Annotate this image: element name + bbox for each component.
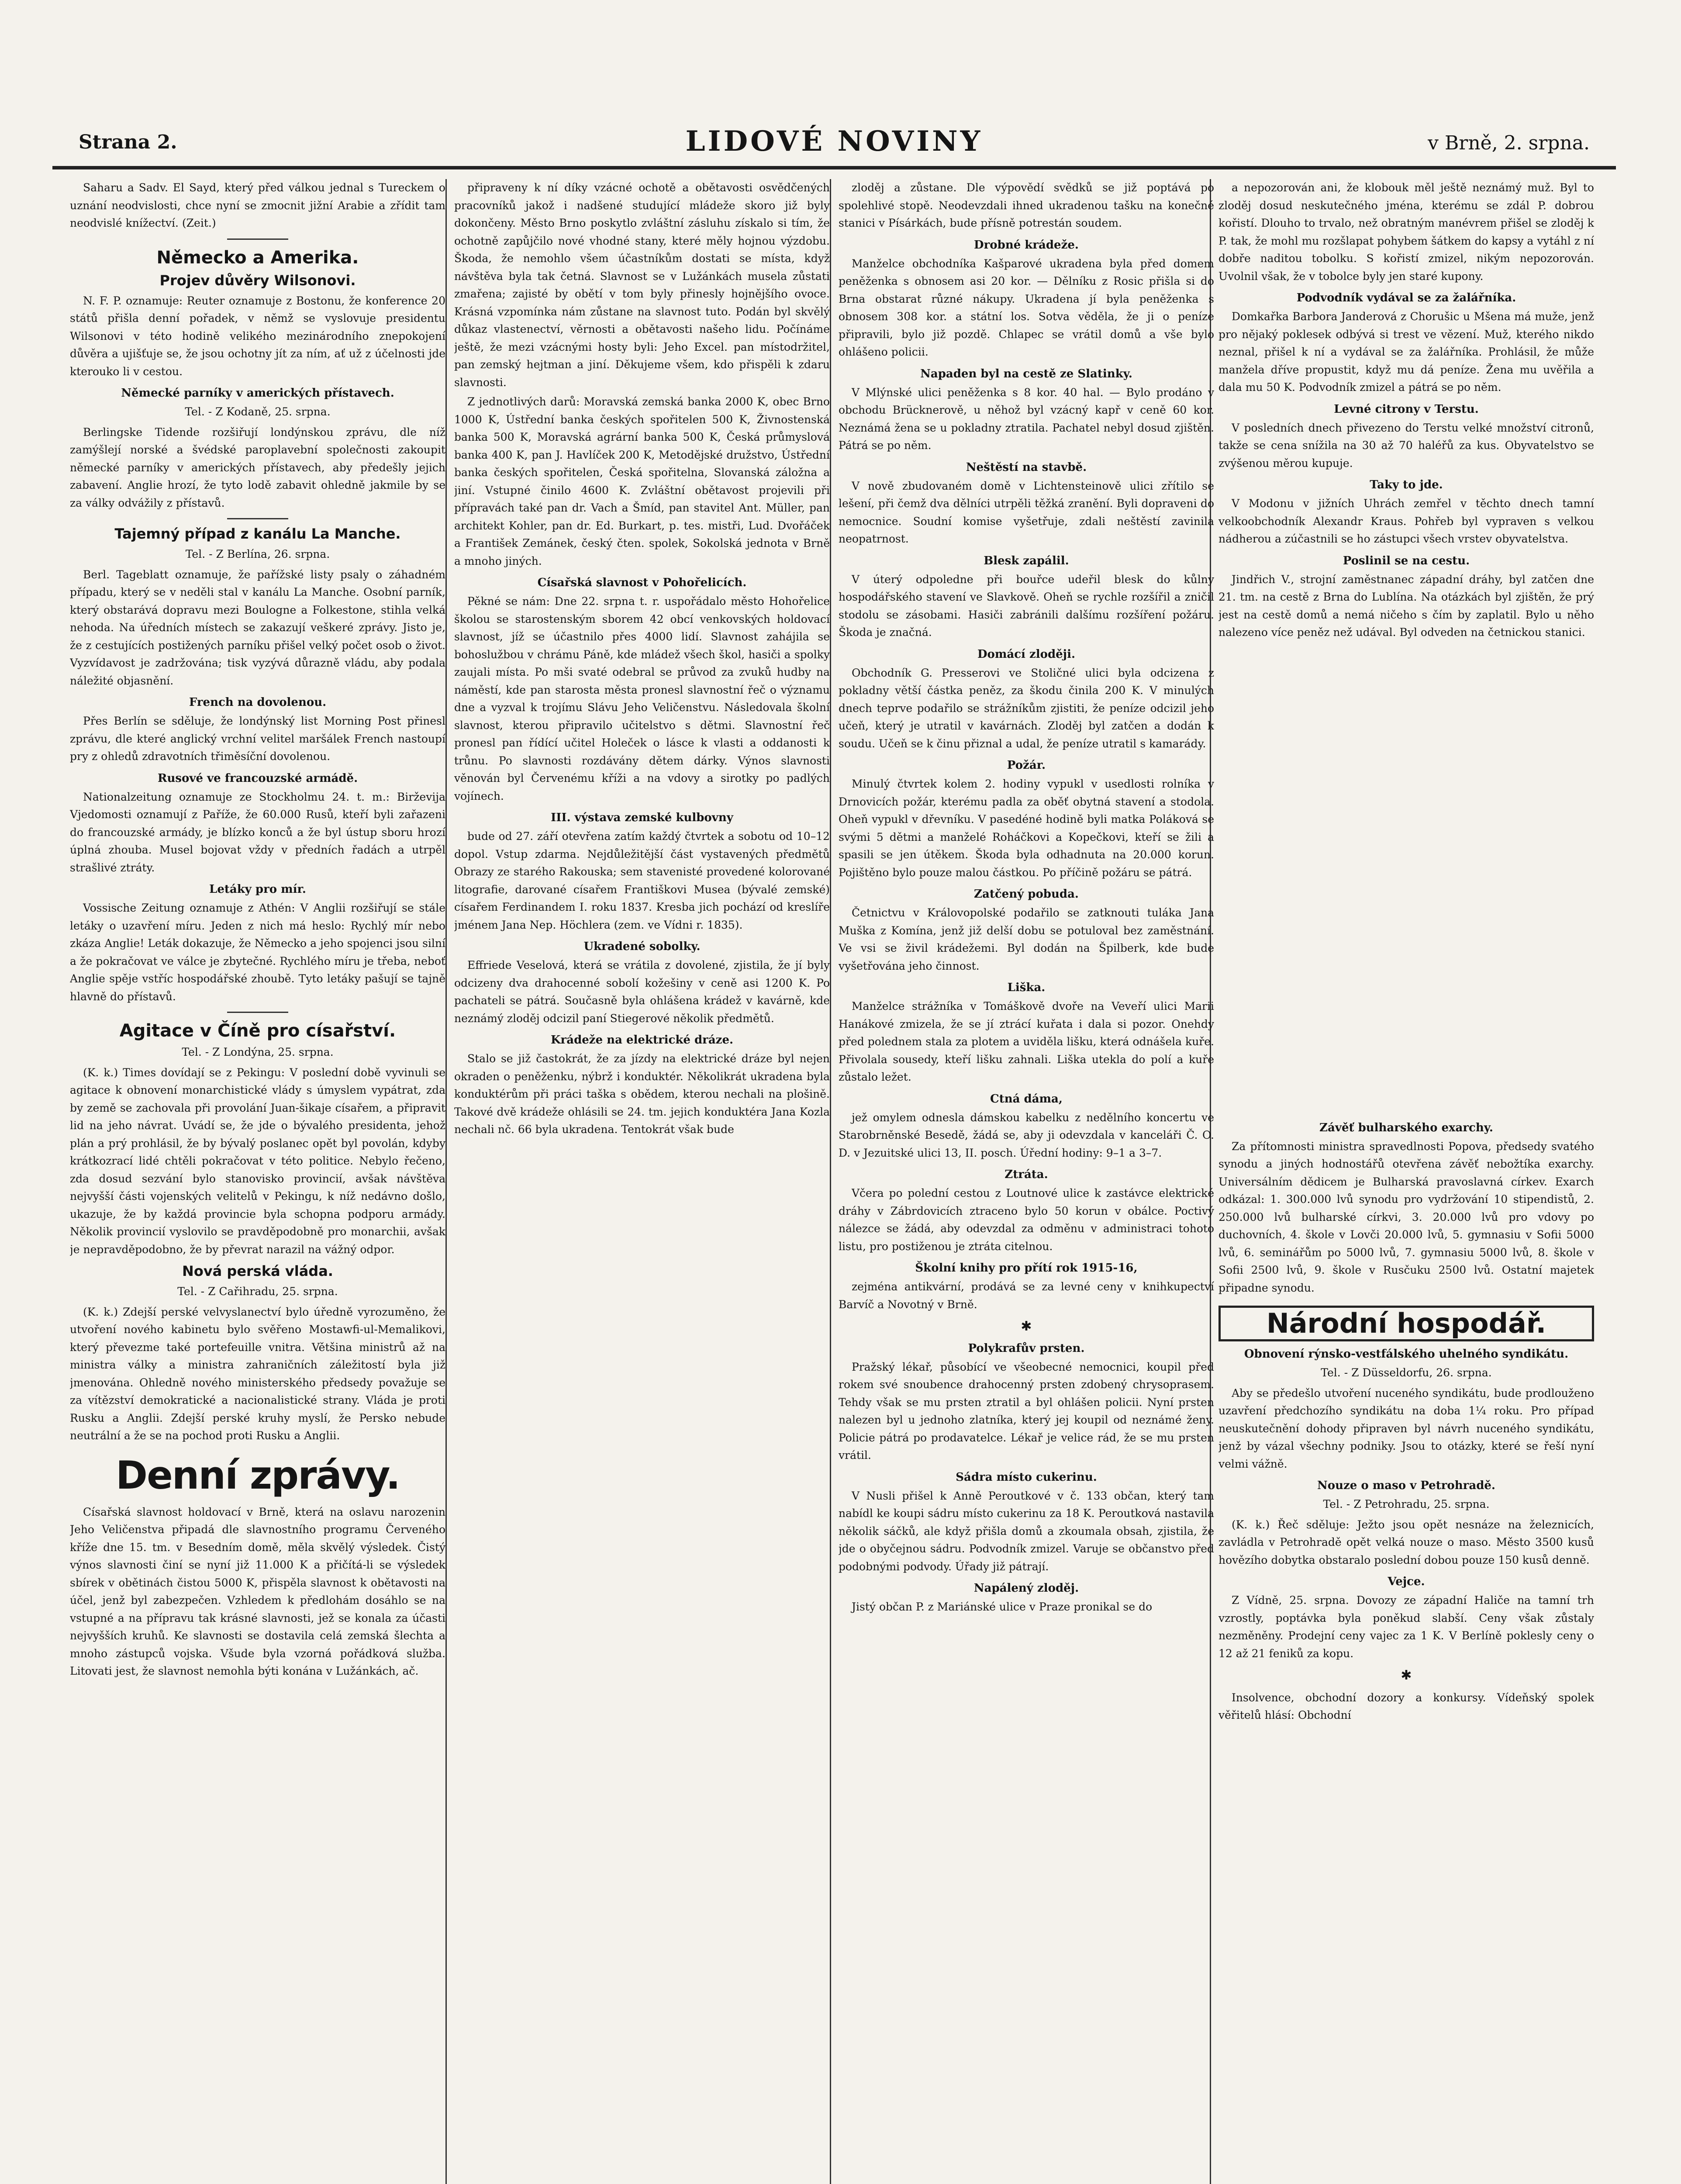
article-text: Vossische Zeitung oznamuje z Athén: V Anglii rozšiřují se stále letáky o uzavření míru. Jeden z nich má heslo: Rychlý mír nebo zkáza Anglie! Leták dokazuje, že Německo a jeho spojenci jsou silní a že pokračovat ve válce je zbytečné. Rychlého míru je třeba, neboť Anglie spěje vstříc hospodářské zhoubě. Tyto letáky pašují se tajně hlavně do přístavů. [70,902,445,1003]
column-2 [454,179,830,2184]
page-header [52,122,1616,169]
headline: Podvodník vydával se za žalářníka. [1296,291,1516,304]
headline: Požár. [1007,759,1046,772]
article-text: Saharu a Sadv. El Sayd, který před válkou jednal s Tureckem o uznání neodvislosti, chce nyní se zmocnit jižní Arabie a zřídit tam neodvislé knížectví. (Zeit.) [70,181,445,229]
headline: Domácí zloději. [977,647,1076,661]
divider [227,518,288,519]
article-text: Nationalzeitung oznamuje ze Stockholmu 24. t. m.: Birževija Vjedomosti oznamují z Paříže, že 60.000 Rusů, kteří byli zařazeni do francouzské armády, je blízko konců a že byl ústup sboru hrozí úplná zhouba. Musel bojovat vždy v předních řadách a utrpěl strašlivé ztráty. [70,790,445,874]
article-text: (K. k.) Řeč sděluje: Ježto jsou opět nesnáze na železnicích, zavládla v Petrohradě opět velká nouze o maso. Město 3500 kusů hovězího dobytka obstaralo poslední dobou pouze 150 kusů denně. [1218,1518,1594,1566]
blank-area [1218,643,1594,1115]
column-3 [839,179,1214,2184]
article-text: Z jednotlivých darů: Moravská zemská banka 2000 K, obec Brno 1000 K, Ústřední banka českých spořitelen 500 K, Živnostenská banka 500 K, Moravská agrární banka 500 K, Česká průmyslová banka 400 K, pan J. Havlíček 200 K, Metodějské družstvo, Ústřední banka českých spořitelen, Česká spořitelna, Slovanská záložna a jiní. Vstupné činilo 4600 K. Zvláštní obětavost projevili při přípravách také pan dr. Vach a Šmíd, pan stavitel Ant. Müller, pan architekt Kohler, pan dr. Ed. Burkart, p. tes. mistři, Lud. Dvořáček a František Zemánek, český čten. spolek, Sokolská jednota v Brně a mnoho jiných. [454,395,830,567]
article-text: Minulý čtvrtek kolem 2. hodiny vypukl v usedlosti rolníka v Drnovicích požár, kterému padla za oběť obytná stavení a stodola. Oheň vypukl v dřevníku. V pasedéné hodině byli matka Poláková se svými 5 dětmi a manželé Roháčkovi a Kopečkovi, kteří se žili a spasili se jen útěkem. Škoda byla odhadnuta na 20.000 korun. Pojištěno bylo pouze malou částkou. Po příčině požáru se pátrá. [839,778,1214,879]
headline: Ukradené sobolky. [583,940,701,953]
subheadline: Projev důvěry Wilsonovi. [159,272,356,289]
dateline: Tel. - Z Kodaně, 25. srpna. [185,405,331,418]
star-separator: ✱ [1021,1319,1032,1334]
article-text: Berlingske Tidende rozšiřují londýnskou zprávu, dle níž zamýšlejí norské a švédské paroplavební společnosti zakoupit německé parníky v amerických přístavech, aby předešly jejich zabavení. Anglie hrozí, že tyto lodě zabavit ohledně jakmile by se za války odvážily z přístavů. [70,425,445,509]
headline: Polykrafův prsten. [968,1341,1085,1355]
headline: Vejce. [1388,1575,1425,1588]
article-text: Včera po polední cestou z Loutnové ulice k zastávce elektrické dráhy v Zábrdovicích ztraceno bylo 50 korun v obálce. Poctivý nálezce se žádá, aby odevzdal za odměnu v administraci tohoto listu, pro postiženou je ztráta citelnou. [839,1187,1214,1253]
article-text: Četnictvu v Královopolské podařilo se zatknouti tuláka Jana Muška z Komína, jenž již delší dobu se potuloval bez zaměstnání. Ve vsi se živil krádežemi. Byl dodán na Špilberk, kde bude vyšetřována jeho činnost. [839,906,1214,972]
article-text: (K. k.) Times dovídají se z Pekingu: V poslední době vyvinuli se agitace k obnovení monarchistické vlády s úmyslem vypátrat, zda by země se zachovala při provolání Juan-šikaje císařem, a připravit lid na jeho návrat. Uvádí se, že jde o bývalého presidenta, jehož plán a prý prohlásil, že by bývalý poslanec opět byl povolán, kdyby krátkozrací lidé chtěli pokračovat v této politice. Nebylo řečeno, zda dosud sezvání bylo stanovisko provincií, avšak návštěva nejvyšší části vojenských velitelů v Pekingu, k níž nedávno došlo, ukazuje, že by každá provincie byla schopna podporu armády. Několik provincií vyslovilo se pravděpodobně pro monarchii, avšak je nepravděpodobno, že by převrat narazil na vážný odpor. [70,1066,445,1256]
headline: Napaden byl na cestě ze Slatinky. [920,367,1132,380]
dateline: Tel. - Z Petrohradu, 25. srpna. [1323,1498,1490,1510]
article-text: Císařská slavnost holdovací v Brně, která na oslavu narozenin Jeho Veličenstva připadá dle slavnostního programu Červeného kříže dne 15. tm. v Besedním domě, měla skvělý výsledek. Čistý výnos slavnosti činí se nyní již 11.000 K a přičítá-li se výsledek sbírek v obětinách čistou 5000 K, přispěla slavnost k obětavosti na účel, jenž byl zabezpečen. Vzhledem k předlohám dosáhlo se na vstupné a na přípravu tak krásné slavnosti, jež se konala za účasti nejvyšších kruhů. Ke slavnosti se dostavila celá zemská šlechta a mnoho zástupců vojska. Všude byla vzorná pořádková služba. Litovati jest, že slavnost nemohla býti konána v Lužánkách, ač. [70,1505,445,1677]
article-text: bude od 27. září otevřena zatím každý čtvrtek a sobotu od 10–12 dopol. Vstup zdarma. Nejdůležitější část vystavených předmětů Obrazy ze starého Rakouska; sem stavenisté provedené kolorované litografie, darované císařem Františkovi Musea (bývalé zemské) císařem Ferdinandem I. roku 1837. Kresba jich pochází od kreslíře jménem Jana Nep. Höchlera (zem. ve Vídni r. 1835). [454,830,830,931]
article-text: Stalo se již častokrát, že za jízdy na elektrické dráze byl nejen okraden o peněženku, nýbrž i konduktér. Několikrát ukradena byla konduktérům při práci taška s obědem, kterou nechali na plošině. Takové dvě krádeže ohlásili se 24. tm. jejich konduktéra Jana Kozla nechali nč. 66 byla ukradena. Tentokrát však bude [454,1052,830,1136]
dateline: Tel. - Z Cařihradu, 25. srpna. [177,1285,338,1298]
article-text: V Mlýnské ulici peněženka s 8 kor. 40 hal. — Bylo prodáno v obchodu Brücknerově, u něhož byl vzácný kapř v ceně 60 kor. Neznámá žena se u pokladny ztratila. Pachatel nebyl dosud zjištěn. Pátrá se po něm. [839,386,1214,452]
divider [227,1012,288,1013]
article-text: Effriede Veselová, která se vrátila z dovolené, zjistila, že jí byly odcizeny dva drahocenné sobolí kožešiny v ceně asi 1200 K. Po pachateli se pátrá. Současně byla ohlášena krádež v kavárně, kde neznámý zloděj odcizil paní Stiegerové několik předmětů. [454,959,830,1025]
article-text: V Modonu v jižních Uhrách zemřel v těchto dnech tamní velkoobchodník Alexandr Kraus. Pohřeb byl vypraven s velkou nádherou a zúčastnili se ho zástupci všech vrstev obyvatelstva. [1218,497,1594,545]
headline: Liška. [1007,981,1046,994]
headline: Blesk zapálil. [984,554,1069,567]
article-text: Berl. Tageblatt oznamuje, že pařížské listy psaly o záhadném případu, který se v neděli stal v kanálu La Manche. Osobní parník, který obstarává dopravu mezi Boulogne a Folkestone, stihla velká nehoda. Na úředních místech se zakazují veškeré zprávy. Jisto je, že z cestujících postižených parníku přišel velký počet osob o život. Vyzvídavost je zadržována; tisk vyzývá důrazně vládu, aby podala náležité objasnění. [70,568,445,687]
headline: Nouze o maso v Petrohradě. [1317,1479,1495,1492]
section-title: Národní hospodář. [1218,1306,1594,1341]
article-text: V nově zbudovaném domě v Lichtensteinově ulici zřítilo se lešení, při čemž dva dělníci utrpěli těžká zranění. Byli dopraveni do nemocnice. Soudní komise vyšetřuje, zdali neštěstí zavinila neopatrnost. [839,479,1214,545]
article-text: (K. k.) Zdejší perské velvyslanectví bylo úředně vyrozuměno, že utvoření nového kabinetu bylo svěřeno Mostawfi-ul-Memalikovi, který převezme také portefeuille vnitra. Většina ministrů až na ministra války a ministra zahraničních záležitostí byla již jmenována. Ohledně nového ministerského předsedy považuje se za vítězství demokratické a nacionalistické strany. Vláda je proti Rusku a Anglii. Zdejší perské kruhy myslí, že Persko nebude neutrální a že se na pochod proti Rusku a Anglii. [70,1305,445,1442]
headline: Císařská slavnost v Pohořelicích. [537,576,747,589]
dateline: Tel. - Z Londýna, 25. srpna. [182,1046,334,1058]
headline: III. výstava zemské kulbovny [551,811,733,824]
headline: Obnovení rýnsko-vestfálského uhelného syndikátu. [1244,1348,1569,1361]
masthead-title: LIDOVÉ NOVINY [685,125,983,158]
star-separator: ✱ [1401,1668,1412,1683]
article-text: Pěkné se nám: Dne 22. srpna t. r. uspořádalo město Hohořelice školou se starostenským sborem 42 obcí venkovských holdovací slavnost, jíž se účastnilo přes 4000 lidí. Slavnost zahájila se bohoslužbou v chrámu Páně, kde mládež všech škol, hasiči a spolky zaujali místa. Po mši svaté odebral se průvod za zvuků hudby na náměstí, kde pan starosta města pronesl slavnostní řeč o významu dne a vyzval k trojímu Slávu Jeho Veličenstvu. Následovala školní slavnost, kterou připravilo učitelstvo s dětmi. Slavnostní řeč pronesl pan řídící učitel Holeček o lásce k vlasti a oddanosti k trůnu. Po slavnosti rozdávány dětem dárky. Výnos slavnosti věnován byl Červenému kříži a na vdovy a sirotky po padlých vojínech. [454,595,830,802]
divider [227,238,288,240]
article-text: Přes Berlín se sděluje, že londýnský list Morning Post přinesl zprávu, dle které anglický vrchní velitel maršálek French nastoupí pry z ohledů zdravotních třiměsíční dovolenou. [70,715,445,763]
article-text: V posledních dnech přivezeno do Terstu velké množství citronů, takže se cena snížila na 30 až 70 haléřů za kus. Obyvatelstvo se zvýšenou měrou kupuje. [1218,421,1594,470]
article-text: Manželce strážníka v Tomáškově dvoře na Veveří ulici Marii Hanákové zmizela, že se jí ztrácí kuřata i dala si pozor. Onehdy před polednem stala za plotem a uviděla lišku, která odnášela kuře. Přivolala sousedy, kteří lišku zahnali. Liška utekla do polí a kuře zůstalo ležet. [839,1000,1214,1083]
article-text: Za přítomnosti ministra spravedlnosti Popova, předsedy svatého synodu a jiných hodnostářů otevřena závěť nebožtíka exarchy. Universálním dědicem je Bulharská pravoslavná církev. Exarch odkázal: 1. 300.000 lvů synodu pro vydržování 10 stipendistů, 2. 250.000 lvů bulharské církvi, 3. 20.000 lvů pro vdovy po duchovních, 4. škole v Lovči 20.000 lvů, 5. gymnasiu v Sofii 5000 lvů, 6. seminářům po 5000 lvů, 7. gymnasiu 5000 lvů, 8. škole v Sofii 2500 lvů, 9. škole v Rusčuku 2500 lvů. Ostatní majetek připadne synodu. [1218,1140,1594,1294]
headline: Napálený zloděj. [973,1582,1079,1595]
headline: French na dovolenou. [189,696,327,709]
headline: Německo a Amerika. [156,247,359,268]
article-text: V Nusli přišel k Anně Peroutkové v č. 133 občan, který tam nabídl ke koupi sádru místo cukerinu za 18 K. Peroutková nastavila několik sáčků, ale když přišla domů a zkoumala obsah, zjistila, že jde o obyčejnou sádru. Podvodník zmizel. Varuje se občanstvo před podobnými podvody. Úřady již pátrají. [839,1489,1214,1573]
headline: Krádeže na elektrické dráze. [550,1033,734,1047]
article-text: N. F. P. oznamuje: Reuter oznamuje z Bostonu, že konference 20 států přišla denní pořadek, v němž se vyslovuje presidentu Wilsonovi v této hodině velikého mezinárodního znepokojení důvěra a ujišťuje se, že jsou ochotny jít za ním, ať už z účelnosti jde kterouko li v cestou. [70,294,445,378]
article-text: Jistý občan P. z Mariánské ulice v Praze pronikal se do [852,1600,1153,1613]
headline: Sádra místo cukerinu. [956,1470,1097,1484]
headline: Nová perská vláda. [182,1263,333,1279]
article-text: Domkařka Barbora Janderová z Chorušic u Mšena má muže, jenž pro nějaký poklesek odbývá si trest ve vězení. Muž, kterého nikdo neznal, přišel k ní a vydával se za žalářníka. Prohlásil, že může manžela dříve propustit, když mu dá peníze. Žena mu uvěřila a dala mu 50 K. Podvodník zmizel a pátrá se po něm. [1218,310,1594,394]
headline: Tajemný případ z kanálu La Manche. [114,525,401,542]
headline: Levné citrony v Terstu. [1334,402,1479,416]
headline: Rusové ve francouzské armádě. [157,771,358,785]
dateline: Tel. - Z Düsseldorfu, 26. srpna. [1321,1366,1492,1379]
headline: Letáky pro mír. [209,883,306,896]
headline: Neštěstí na stavbě. [966,460,1087,474]
article-text: připraveny k ní díky vzácné ochotě a obětavosti osvědčených pracovníků jakož i nadšené studující mládeže skoro již byly dokončeny. Město Brno poskytlo zvláštní zásluhu získalo si tím, že ochotně zapůjčilo nové vhodné stany, které měly hojnou výzdobu. Škoda, že nemohlo všem účastníkům dostati se místa, když návštěva byla tak četná. Slavnost se v Lužánkách musela zůstati zmařena; zajisté by obětí v tom byly přinesly hojnějšího ovoce. Krásná vzpomínka nám zůstane na slavnost tuto. Podán byl skvělý důkaz vlastenectví, věrnosti a obětavosti našeho lidu. Počínáme ještě, že mezi vzácnými hosty byli: Jeho Excel. pan místodržitel, pan zemský hejtman a jiní. Děkujeme všem, kdo přispěli k zdaru slavnosti. [454,181,830,389]
headline: Taky to jde. [1370,478,1443,491]
headline: Školní knihy pro přítí rok 1915-16, [915,1261,1138,1275]
dateline: Tel. - Z Berlína, 26. srpna. [185,548,330,560]
article-text: zejména antikvární, prodává se za levné ceny v knihkupectví Barvíč a Novotný v Brně. [839,1280,1214,1311]
article-text: jež omylem odnesla dámskou kabelku z nedělního koncertu ve Starobrněnské Besedě, žádá se, aby ji odevzdala v kanceláři Č. O. D. v Jezuitské ulici 13, II. posch. Úřední hodiny: 9–1 a 3–7. [839,1111,1214,1159]
article-text: zloděj a zůstane. Dle výpovědí svědků se již poptává po spolehlivé stopě. Neodevzdali ihned ukradenou tašku na konečné stanici v Písárkách, bude přísně potrestán soudem. [839,181,1214,229]
headline: Závěť bulharského exarchy. [1319,1121,1493,1134]
article-text: Jindřich V., strojní zaměstnanec západní dráhy, byl zatčen dne 21. tm. na cestě z Brna do Lublína. Na otázkách byl zjištěn, že prý jest na cestě domů a nemá ničeho s čím by zaplatil. Bylo u něho nalezeno více peněz než udával. Byl odveden na četnickou stanici. [1218,573,1594,639]
column-rule [445,179,447,2184]
place-date: v Brně, 2. srpna. [1428,132,1590,154]
column-1 [70,179,445,2184]
article-text: Aby se předešlo utvoření nuceného syndikátu, bude prodlouženo uzavření předchozího syndikátu na doba 1¼ roku. Pro případ neuskutečnění dohody připraven byl návrh nuceného syndikátu, jenž by vázal všechny podniky. Jsou to otázky, které se řeší nyní velmi vážně. [1218,1386,1594,1470]
headline: Drobné krádeže. [974,238,1079,252]
article-text: Insolvence, obchodní dozory a konkursy. Vídeňský spolek věřitelů hlásí: Obchodní [1218,1691,1594,1721]
article-text: Z Vídně, 25. srpna. Dovozy ze západní Haliče na tamní trh vzrostly, poptávka byla poněkud slabší. Ceny však zůstaly nezměněny. Prodejní ceny vajec za 1 K. V Berlíně poklesly ceny o 12 až 21 feniků za kopu. [1218,1594,1594,1660]
article-text: Manželce obchodníka Kašparové ukradena byla před domem peněženka s obnosem asi 20 kor. — Dělníku z Rosic přišla si do Brna obstarat různé nákupy. Ukradena jí byla peněženka s obnosem 308 kor. a státní los. Sotva věděla, že ji o peníze připravili, bylo již pozdě. Chlapec se vrátil domů a vše bylo ohlášeno policii. [839,257,1214,358]
headline: Poslinil se na cestu. [1343,554,1470,567]
headline: Německé parníky v amerických přístavech. [121,387,394,400]
headline: Ctná dáma, [990,1092,1063,1106]
section-title: Denní zprávy. [116,1452,400,1498]
headline: Agitace v Číně pro císařství. [119,1021,396,1041]
article-text: Pražský lékař, působící ve všeobecné nemocnici, koupil před rokem své snoubence drahocenný prsten zdobený chrysoprasem. Tehdy však se mu prsten ztratil a byl ohlášen policii. Nyní prsten nalezen byl u jednoho zlatníka, který jej koupil od neznámé ženy. Policie pátrá po prodavatelce. Lékař je velice rád, že se mu prsten vrátil. [839,1360,1214,1462]
column-4 [1218,179,1594,2184]
headline: Zatčený pobuda. [974,888,1079,901]
page-number: Strana 2. [79,131,177,153]
article-text: V úterý odpoledne při bouřce udeřil blesk do kůlny hospodářského stavení ve Slavkově. Oheň se rychle rozšířil a zničil stodolu se zásobami. Hasiči zabránili dalšímu rozšíření požáru. Škoda je značná. [839,573,1214,639]
column-rule [830,179,831,2184]
article-text: Obchodník G. Presserovi ve Stoličné ulici byla odcizena z pokladny větší částka peněz, za škodu činila 200 K. V minulých dnech teprve podařilo se strážníkům zjistiti, že peníze odcizil jeho učeň, který je utratil v kavárnách. Zloděj byl zatčen a dodán k soudu. Učeň se k činu přiznal a udal, že peníze utratil s kamarády. [839,666,1214,750]
article-text: a nepozorován ani, že klobouk měl ještě neznámý muž. Byl to zloděj dosud neskutečného jména, kterému se zdál P. dobrou kořistí. Dlouho to trvalo, než obratným manévrem přišel se zloděj k P. tak, že mohl mu rozšlapat pohybem šátkem do kapsy a vytáhl z ní dobře naditou tobolku. S kořistí zmizel, nikým nepozorován. Uvolnil však, že v tobolce byly jen staré kupony. [1218,181,1594,283]
headline: Ztráta. [1004,1168,1048,1181]
